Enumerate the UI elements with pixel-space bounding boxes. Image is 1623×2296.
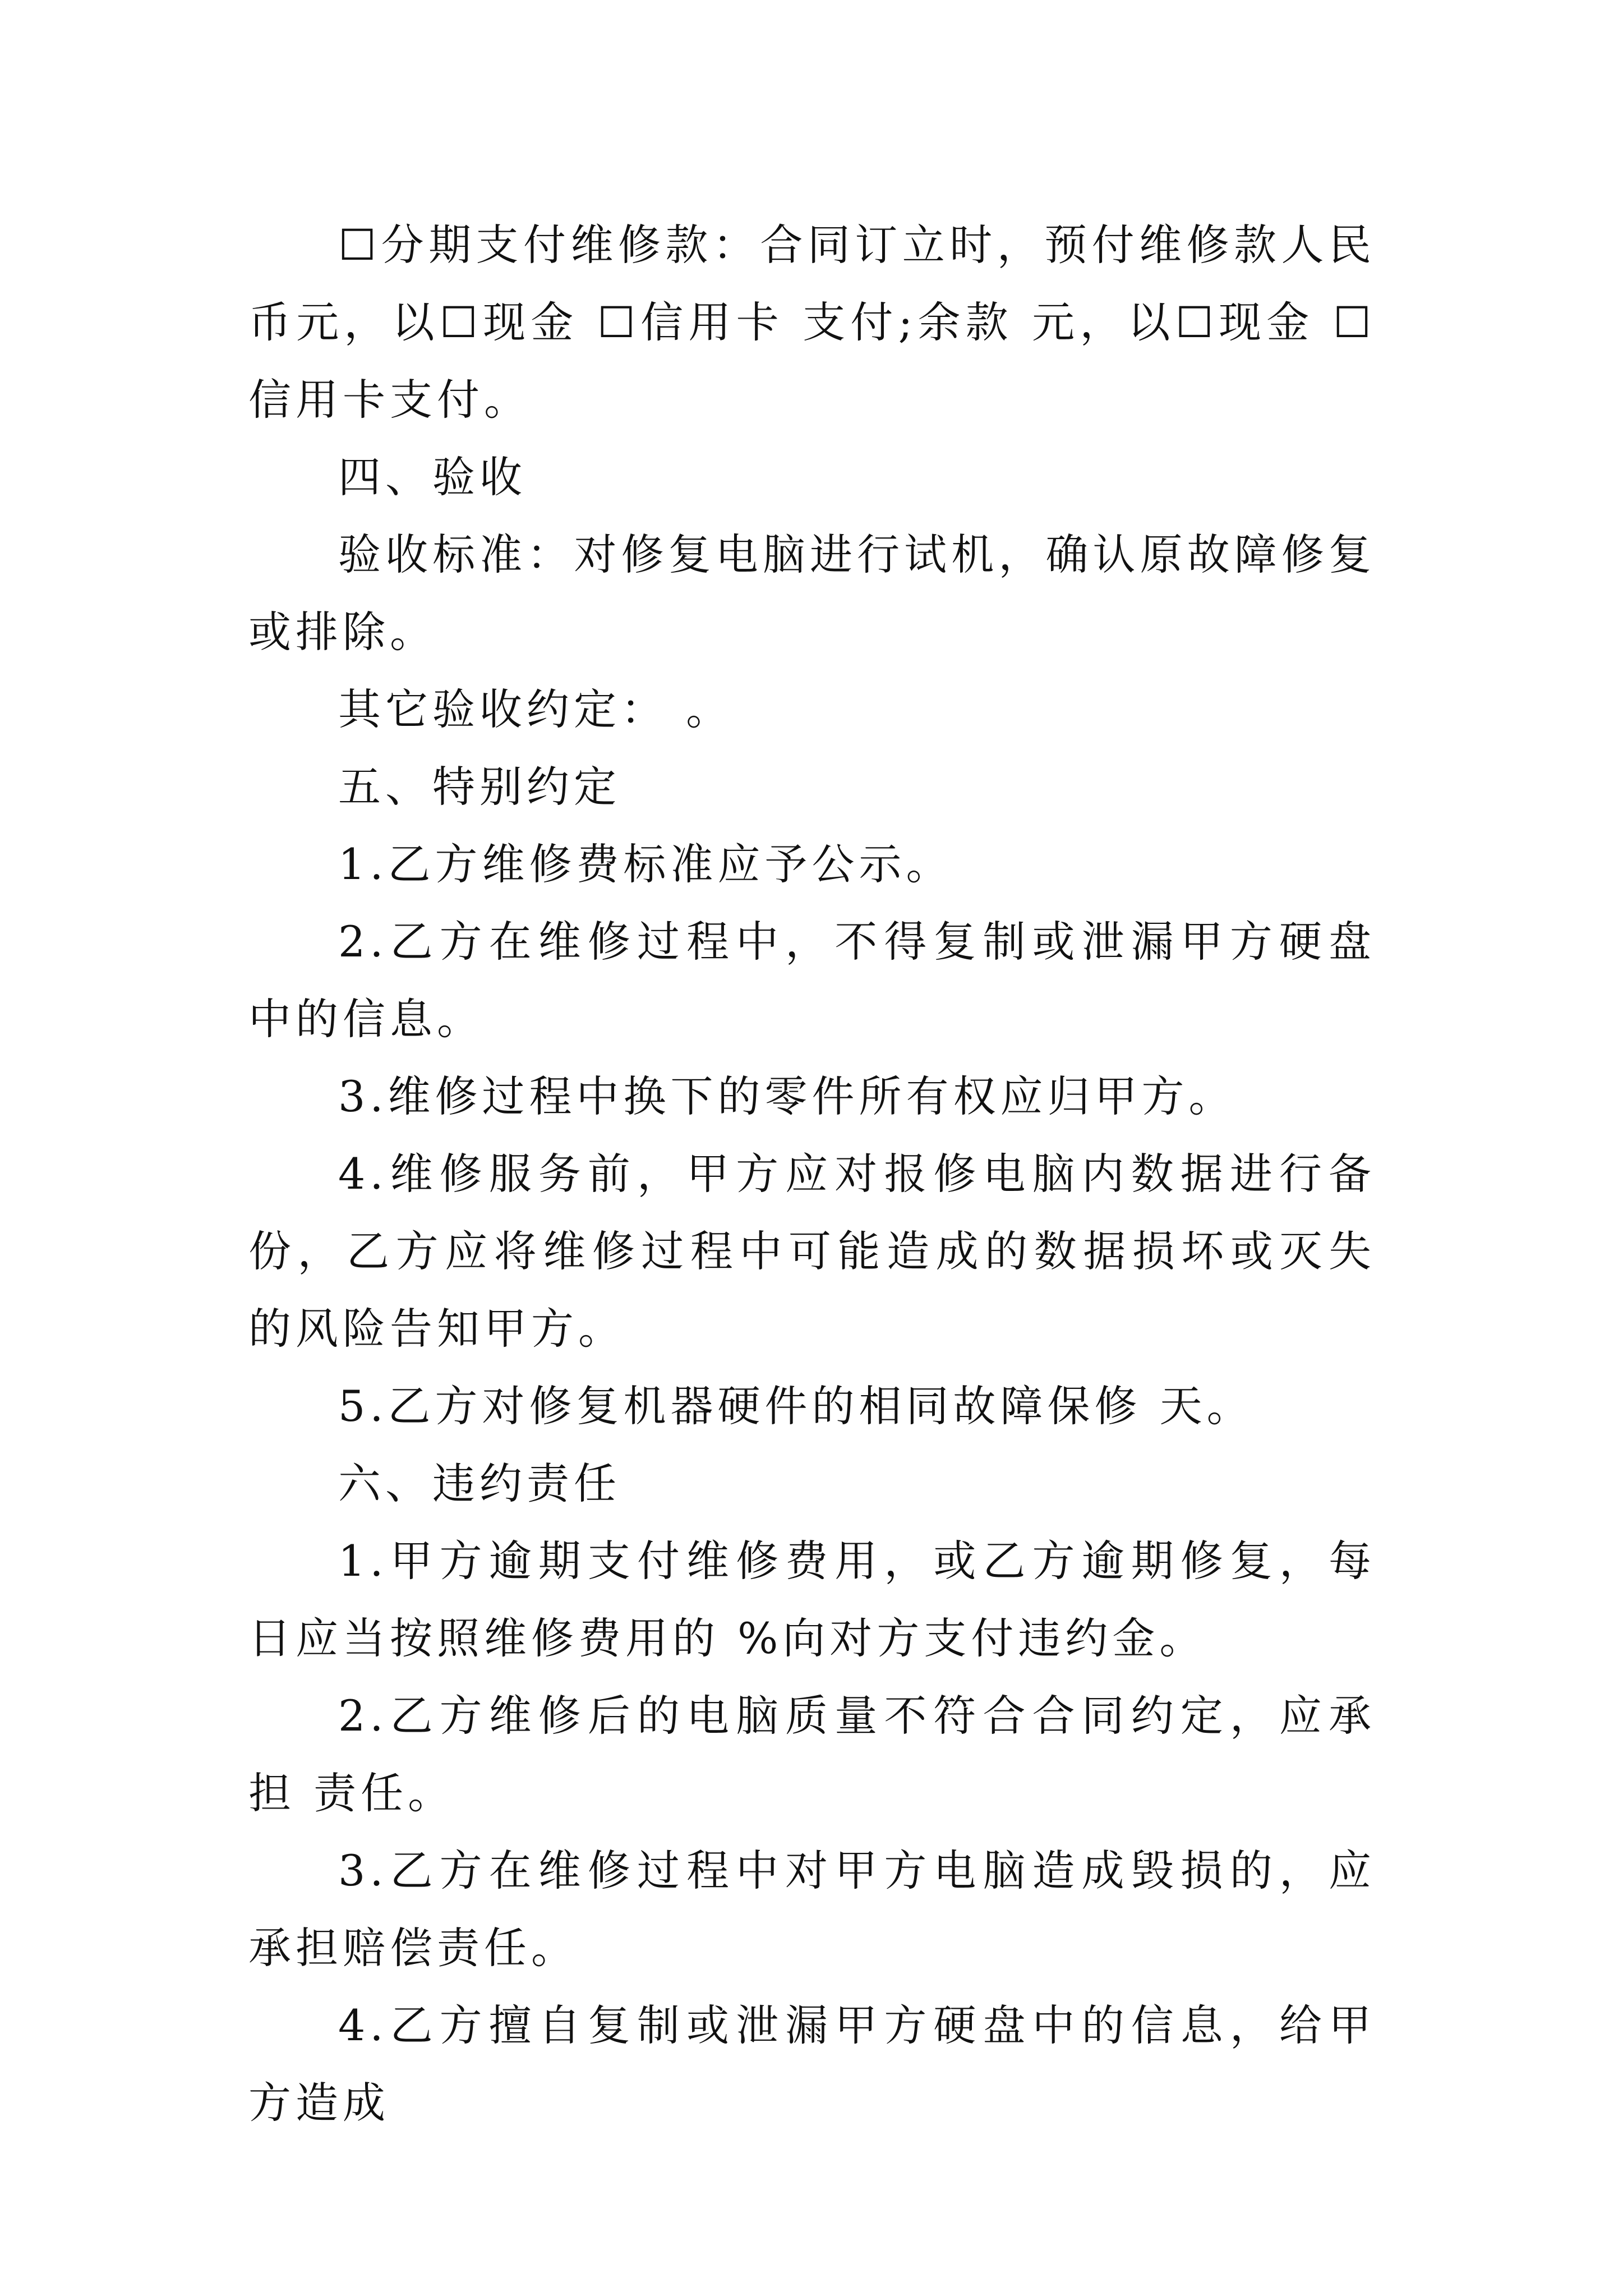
section-heading-acceptance: 四、验收	[338, 452, 527, 502]
paragraph-special-term-2: 2.乙方在维修过程中，不得复制或泄漏甲方硬盘中的信息。	[248, 917, 1376, 1044]
paragraph-special-term-3: 3.维修过程中换下的零件所有权应归甲方。	[338, 1071, 1236, 1121]
paragraph-special-term-5: 5.乙方对修复机器硬件的相同故障保修 天。	[338, 1381, 1254, 1431]
paragraph-other-acceptance: 其它验收约定： 。	[338, 684, 734, 734]
paragraph-special-term-4: 4.维修服务前，甲方应对报修电脑内数据进行备份，乙方应将维修过程中可能造成的数据损坏或灭失的风险告知甲方。	[248, 1149, 1376, 1354]
section-heading-liability: 六、违约责任	[338, 1458, 621, 1508]
paragraph-liability-1: 1.甲方逾期支付维修费用，或乙方逾期修复，每日应当按照维修费用的 %向对方支付违约金。	[248, 1536, 1376, 1663]
paragraph-liability-3: 3.乙方在维修过程中对甲方电脑造成毁损的，应承担赔偿责任。	[248, 1846, 1376, 1973]
paragraph-liability-2: 2.乙方维修后的电脑质量不符合合同约定，应承担 责任。	[248, 1691, 1376, 1818]
paragraph-special-term-1: 1.乙方维修费标准应予公示。	[338, 839, 953, 889]
document-body	[248, 206, 1376, 2142]
section-heading-special-terms: 五、特别约定	[338, 762, 621, 812]
paragraph-acceptance-standard: 验收标准：对修复电脑进行试机，确认原故障修复或排除。	[248, 530, 1376, 657]
paragraph-installment-payment: ☐分期支付维修款：合同订立时，预付维修款人民币元，以☐现金 ☐信用卡 支付;余款 元，以☐现金 ☐信用卡支付。	[248, 220, 1376, 425]
paragraph-liability-4: 4.乙方擅自复制或泄漏甲方硬盘中的信息，给甲方造成	[248, 2000, 1376, 2128]
